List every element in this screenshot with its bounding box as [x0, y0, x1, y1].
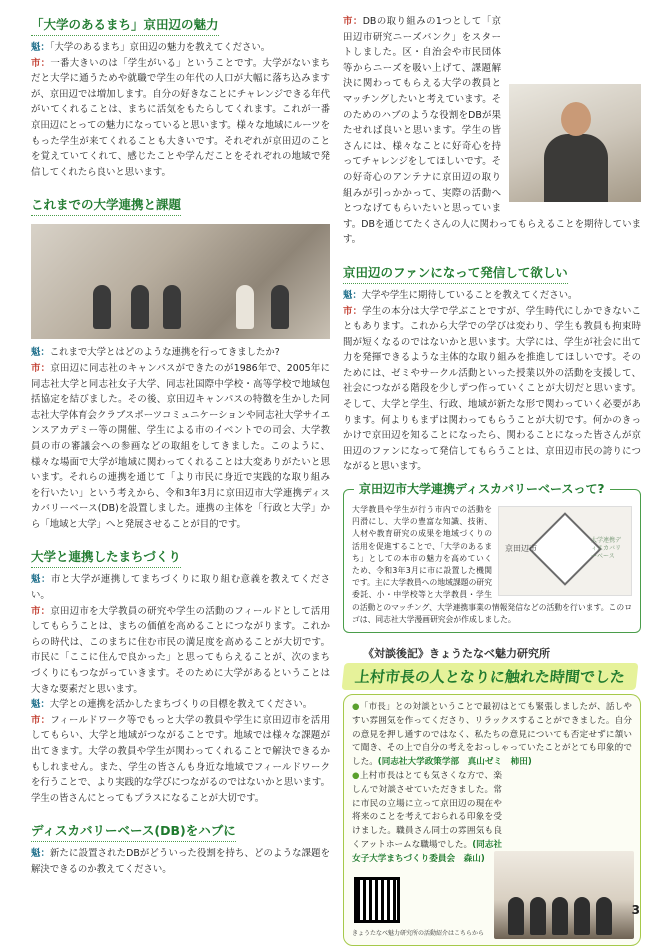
right-column — [343, 14, 641, 946]
mayor-photo — [509, 84, 641, 202]
qr-caption: きょうたなべ魅力研究所の活動紹介はこちらから — [352, 930, 485, 938]
paragraph: 市：一番大きいのは「学生がいる」ということです。大学がないまちだと大学に通うためや就職で学生の年代の人口が大幅に落ち込みますが、京田辺では増加します。自分の好きなことにチャレンジできる年代がいてくれることは、まちに活気をもたらしてくれます。これが一番京田辺にとっての魅力になっていると思います。様々な地域にルーツをもった学生が来てくれることも大きいです。それぞれが京田辺のことを覚えていてくれて、感じたことや学んだことをそれぞれの地域で発信してくれたら良いと思います。 — [31, 57, 330, 178]
person-figure — [163, 285, 181, 329]
afterword-box — [343, 694, 641, 946]
person-figure — [530, 897, 546, 935]
db-logo-card — [498, 506, 632, 596]
paragraph: 市：フィールドワーク等でもっと大学の教員や学生に京田辺市を活用してもらい、大学と地域がつながることです。地域では様々な課題が出てきます。大学の教員や学生が関わってくれることで解決できるかもしれません。また、学生の皆さんも身近な地域でフィールドワークを行うことで、より実践的な学びにつながるのではないかと思います。学生の皆さんにとってもプラスになることが大切です。 — [31, 714, 330, 804]
person-figure — [544, 134, 608, 202]
students-photo — [494, 851, 634, 939]
person-figure — [596, 897, 612, 935]
person-figure — [561, 102, 591, 136]
speaker-label: 市： — [343, 305, 363, 317]
logo-text: 大学連携ディスカバリーベース — [591, 537, 622, 561]
section-heading-collaboration: これまでの大学連携と課題 — [31, 197, 181, 216]
speaker-label: 市： — [31, 714, 51, 726]
section-heading-fans: 京田辺のファンになって発信して欲しい — [343, 265, 568, 284]
paragraph: 市：学生の本分は大学で学ぶことですが、学生時代にしかできないこともあります。これから大学での学びは変わり、学生も教員も拘束時間が短くなるのではないかと思います。大学には、学生が社会に出て力を発揮できるような主体的な取り組みを推進してほしいです。そのためには、ゼミやサークル活動といった授業以外の活動を支援して、社会につながる階段を少しずつ作っていくことが大切だと思います。そして、大学と学生、行政、地域が新たな形で関わっていく必要があります。何よりもまずは関わってもらうことが大切です。何かのきっかけで京田辺を知ることになったら、関わることになった皆さんが京田辺のファンになって発信してもらうことは、京田辺市民の誇りにつながると思います。 — [343, 305, 641, 473]
db-info-title: 京田辺市大学連携ディスカバリーベースって? — [354, 480, 610, 497]
person-figure — [236, 285, 254, 329]
signature: (同志社大学政策学部 真山ゼミ 柿田) — [377, 757, 532, 768]
paragraph: 魁：「大学のあるまち」京田辺の魅力を教えてください。 — [31, 42, 271, 53]
person-figure — [574, 897, 590, 935]
afterword-section — [343, 645, 641, 946]
afterword-title: 上村市長の人となりに触れた時間でした — [342, 663, 639, 690]
person-figure — [131, 285, 149, 329]
person-figure — [93, 285, 111, 329]
person-figure — [271, 285, 289, 329]
section-heading-db-hub: ディスカバリーベース(DB)をハブに — [31, 823, 236, 842]
paragraph: 市：DBの取り組みの1つとして「京田辺市研究ニーズバンク」をスタートしました。区・自治会や市民団体等からニーズを吸い上げて、課題解決に関わってもらえる大学の教員とマッチングしたいと考えています。そのためのハブのような役割をDBが果たせれば良いと思います。学生の皆さんには、様々なことに好奇心を持ってチャレンジをしてほしいです。その好奇心のアンテナに京田辺の取り組みが引っかかって、実際の活動へとつなげてもらいたいと思っています。DBを通じてたくさんの人に関わってもらえることを期待しています。 — [343, 16, 641, 246]
section-heading-town: 大学と連携したまちづくり — [31, 549, 181, 568]
speaker-label: 魁： — [31, 574, 51, 586]
paragraph: 魁：大学や学生に期待していることを教えてください。 — [343, 289, 578, 301]
signature: (同志社女子大学まちづくり委員会 森山) — [352, 840, 502, 864]
paragraph: 市：京田辺に同志社のキャンパスができたのが1986年で、2005年に同志社大学と同志社女子大学、同志社国際中学校・高等学校で地域包括協定を結びました。その後、京田辺キャンパスの特徴を生かした同志社大学体育会クラブスポーツコミュニケーションや同志社大学サイエンスアカデミー等の開催、学生による市のイベントでの司会、大学教員の市の審議会への参画などの取組をしてきました。このように、様々な場面で大学が地域に関わってくれることは大変ありがたいと思います。それらの連携を通じて「より市民に身近で実践的な取り組みを行いたい」という考えから、令和3年3月に京田辺市大学連携ディスカバリーベース(DB)を設置しました。連携の主体を「行政と大学」から「地域と大学」へと発展させることが目的です。 — [31, 362, 330, 530]
speaker-label: 魁： — [31, 347, 50, 359]
left-column — [31, 14, 330, 878]
speaker-label: 市： — [31, 362, 51, 374]
paragraph: 魁：大学との連携を活かしたまちづくりの目標を教えてください。 — [31, 699, 313, 711]
afterword-paragraph: ●上村市長はとても気さくな方で、楽しんで対談させていただきました。常に市民の立場に立って京田辺の現在や将来のことを考えておられる印象を受けました。職員さん同士の雰囲気も良くアットホームな職場でした。(同志社女子大学まちづくり委員会 森山) — [352, 771, 502, 864]
speaker-label: 市： — [31, 57, 51, 69]
db-info-text: 大学教員や学生が行う市内での活動を円滑にし、大学の豊富な知識、技術、人材や教育研究の成果を地域づくりの活用を促進することで、「大学のあるまち」としての本市の魅力を高めていくため、令和3年3月に市に設置した機関です。主に大学教員への地域課題の研究委託、小・中学校等と大学教員・学生の活動とのマッチング、大学連携事業の情報発信などの活動を行います。このロゴは、同志社大学漫画研究会が作成しました。 — [352, 505, 632, 624]
speaker-label: 魁： — [31, 699, 50, 711]
person-figure — [552, 897, 568, 935]
afterword-paragraph: ●「市長」との対談ということで最初はとても緊張しましたが、話しやすい雰囲気を作ってくださり、リラックスすることができました。自分の意見を押し通すのではなく、私たちの意見についても否定せずに頷いて聞き、その上で自分の考えをおっしゃっていたことがとても印象的でした。(同志社大学政策学部 真山ゼミ 柿田) — [352, 702, 632, 768]
speaker-label: 魁： — [31, 848, 51, 860]
person-figure — [508, 897, 524, 935]
afterword-subtitle: 《対談後記》きょうたなべ魅力研究所 — [363, 647, 550, 661]
section-heading-charm: 「大学のあるまち」京田辺の魅力 — [31, 17, 219, 36]
speaker-label: 魁： — [343, 289, 362, 301]
page-number: 3 — [631, 903, 640, 917]
paragraph: 魁：新たに設置されたDBがどういった役割を持ち、どのような課題を解決できるのか教えてください。 — [31, 848, 330, 875]
bullet-icon: ● — [352, 702, 360, 713]
logo-text: 京田辺市 — [505, 544, 537, 554]
speaker-label: 市： — [31, 605, 51, 617]
paragraph: 市：京田辺市を大学教員の研究や学生の活動のフィールドとして活用してもらうことは、まちの価値を高めることにつながります。これからの時代は、このまちに住む市民の満足度を高めることが大切です。市民に「ここに住んで良かった」と思ってもらえることが、次のまちづくりにもつながっていきます。そのために大学があるということは大きな要素だと思います。 — [31, 605, 330, 695]
speaker-label: 魁： — [31, 42, 50, 53]
meeting-photo — [31, 224, 330, 339]
paragraph: 魁：市と大学が連携してまちづくりに取り組む意義を教えてください。 — [31, 574, 330, 602]
db-info-box — [343, 482, 641, 633]
bullet-icon: ● — [352, 771, 360, 782]
speaker-label: 市： — [343, 16, 363, 27]
qr-code-icon[interactable] — [354, 877, 400, 923]
paragraph: 魁：これまで大学とはどのような連携を行ってきましたか? — [31, 347, 280, 359]
